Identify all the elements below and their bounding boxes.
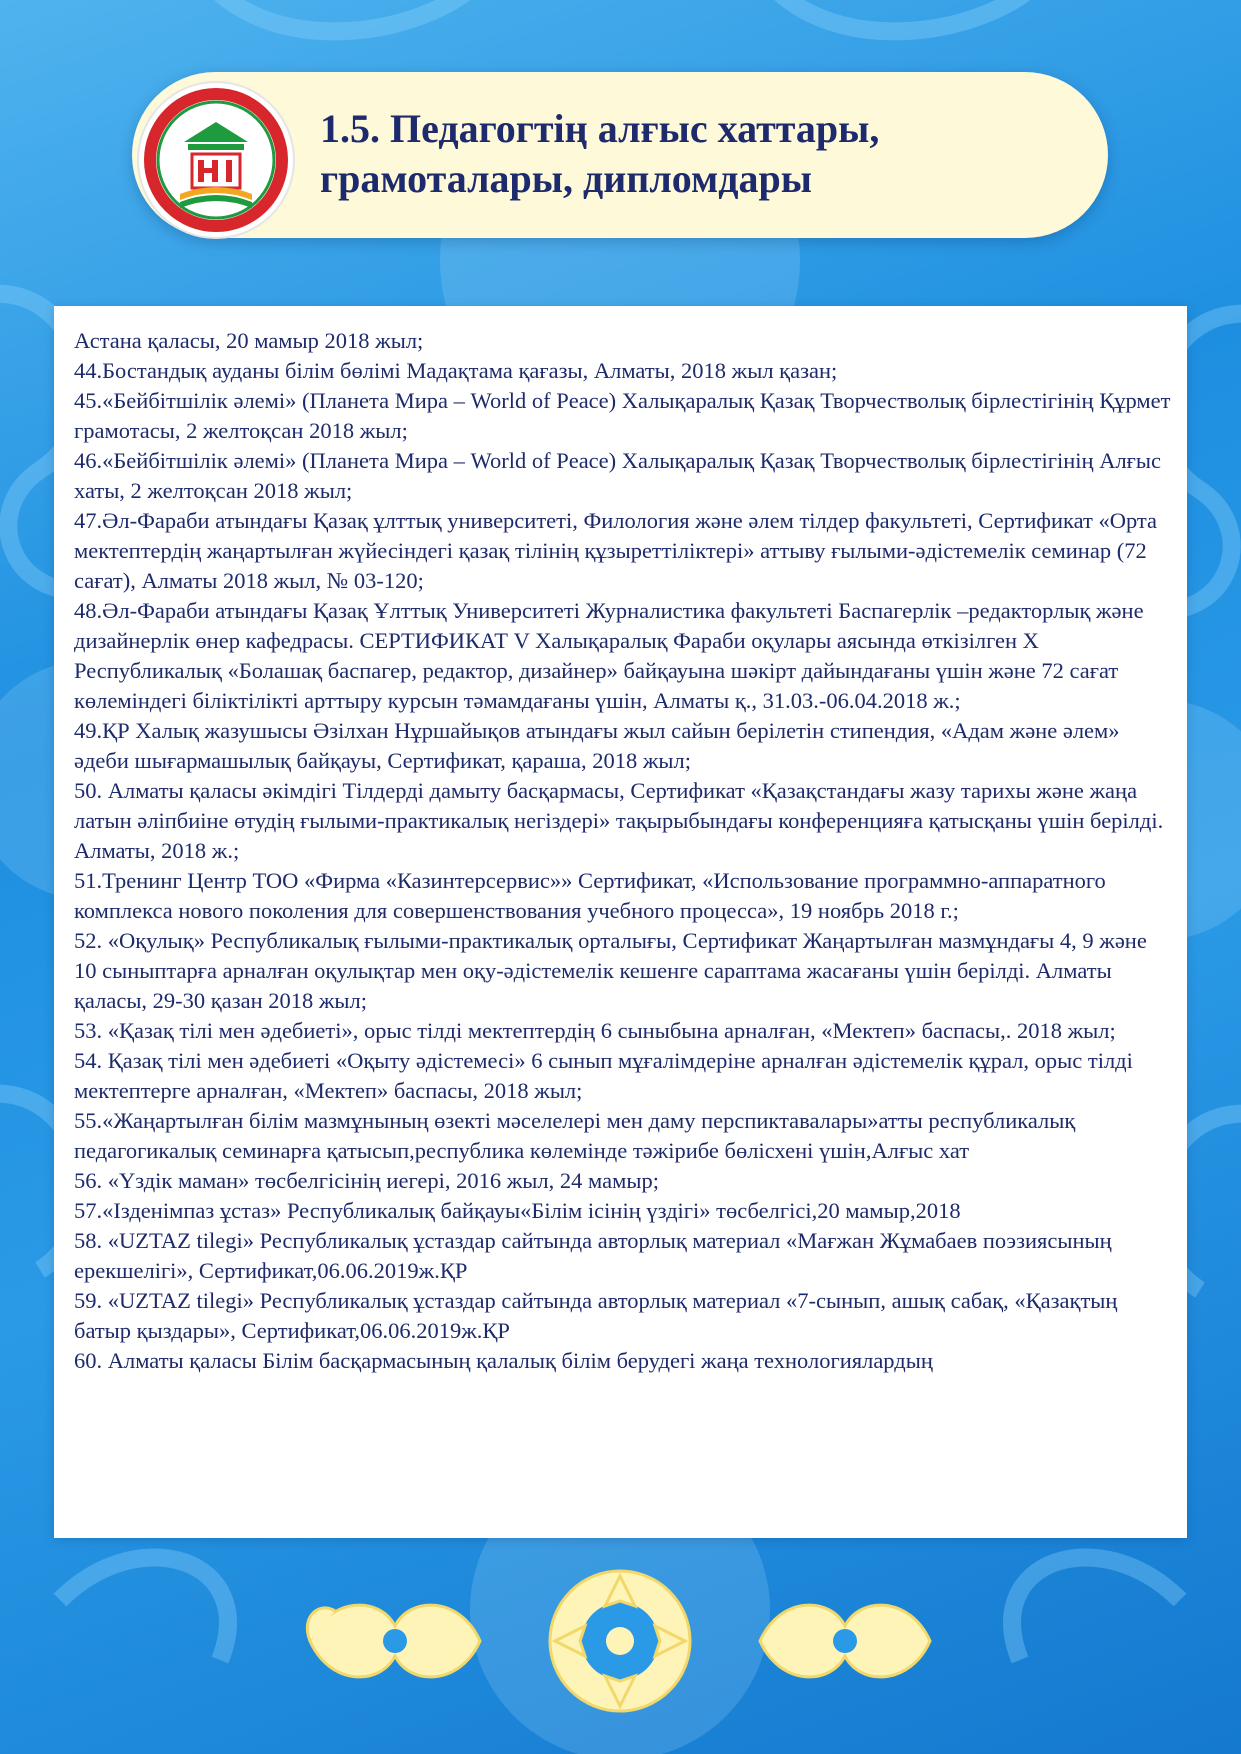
list-item: 52. «Оқулық» Республикалық ғылыми-практикалық орталығы, Сертификат Жаңартылған мазмұндағы 4, 9 және 10 сыныптарға арналған оқулықтар мен оқу-әдістемелік кешенге сараптама жасағаны үшін берілді. Алматы қаласы, 29-30 қазан 2018 жыл; [74,928,1147,1013]
list-item: 59. «UZTAZ tilegi» Республикалық ұстаздар сайтында авторлық материал «7-сынып, ашық сабақ, «Қазақтың батыр қыздары», Сертификат,06.06.2019ж.ҚР [74,1288,1118,1343]
kazakh-ornament-icon [300,1556,940,1726]
list-item: 60. Алматы қаласы Білім басқармасының қалалық білім берудегі жаңа технологиялардың [74,1348,933,1373]
page-title-line2: грамоталары, дипломдары [320,156,812,201]
content-panel [54,306,1187,1538]
list-item: 46.«Бейбітшілік әлемі» (Планета Мира – World of Peace) Халықаралық Қазақ Творчестволық бірлестігінің Алғыс хаты, 2 желтоқсан 2018 жыл; [74,448,1162,503]
list-item: 54. Қазақ тілі мен әдебиеті «Оқыту әдістемесі» 6 сынып мұғалімдеріне арналған әдістемелік құрал, орыс тілді мектептерге арналған, «Мектеп» баспасы, 2018 жыл; [74,1048,1133,1103]
list-item: 44.Бостандық ауданы білім бөлімі Мадақтама қағазы, Алматы, 2018 жыл қазан; [74,358,838,383]
list-item: 51.Тренинг Центр ТОО «Фирма «Казинтерсервис»» Сертификат, «Использование программно-аппаратного комплекса нового поколения для совершенствования учебного процесса», 19 ноябрь 2018 г.; [74,868,1106,923]
list-item: 50. Алматы қаласы әкімдігі Тілдерді дамыту басқармасы, Сертификат «Қазақстандағы жазу тарихы және жаңа латын әліпбиіне өтудің ғылыми-практикалық негіздері» тақырыбындағы конференцияға қатысқаны үшін берілді. Алматы, 2018 ж.; [74,778,1164,863]
list-item: Астана қаласы, 20 мамыр 2018 жыл; [74,328,424,353]
awards-list [74,326,1174,1376]
list-item: 56. «Үздік маман» төсбелгісінің иегері, 2016 жыл, 24 мамыр; [74,1168,659,1193]
list-item: 49.ҚР Халық жазушысы Әзілхан Нұршайықов атындағы жыл сайын берілетін стипендия, «Адам және әлем» әдеби шығармашылық байқауы, Сертификат, қараша, 2018 жыл; [74,718,1120,773]
page-title-line1: 1.5. Педагогтің алғыс хаттары, [320,106,880,151]
page-title [320,104,1080,204]
list-item: 45.«Бейбітшілік әлемі» (Планета Мира – World of Peace) Халықаралық Қазақ Творчестволық бірлестігінің Құрмет грамотасы, 2 желтоқсан 2018 жыл; [74,388,1171,443]
school-emblem-icon [136,80,296,240]
list-item: 57.«Ізденімпаз ұстаз» Республикалық байқауы«Білім ісінің үздігі» төсбелгісі,20 мамыр,2018 [74,1198,961,1223]
list-item: 48.Әл-Фараби атындағы Қазақ Ұлттық Университеті Журналистика факультеті Баспагерлік –редакторлық және дизайнерлік өнер кафедрасы. СЕРТИФИКАТ V Халықаралық Фараби оқулары аясында өткізілген X Республикалық «Болашақ баспагер, редактор, дизайнер» байқауына шәкірт дайындағаны үшін және 72 сағат көлеміндегі біліктілікті арттыру курсын тәмамдағаны үшін, Алматы қ., 31.03.-06.04.2018 ж.; [74,598,1144,713]
list-item: 55.«Жаңартылған білім мазмұнының өзекті мәселелері мен даму перспиктавалары»атты республикалық педагогикалық семинарға қатысып,республика көлемінде тәжірибе бөлісхені үшін,Алғыс хат [74,1108,1076,1163]
list-item: 58. «UZTAZ tilegi» Республикалық ұстаздар сайтында авторлық материал «Мағжан Жұмабаев поэзиясының ерекшелігі», Сертификат,06.06.2019ж.ҚР [74,1228,1112,1283]
list-item: 47.Әл-Фараби атындағы Қазақ ұлттық университеті, Филология және әлем тілдер факультеті, Сертификат «Орта мектептердің жаңартылған жүйесіндегі қазақ тілінің құзыреттіліктері» аттыву ғылыми-әдістемелік семинар (72 сағат), Алматы 2018 жыл, № 03-120; [74,508,1158,593]
list-item: 53. «Қазақ тілі мен әдебиеті», орыс тілді мектептердің 6 сыныбына арналған, «Мектеп» баспасы,. 2018 жыл; [74,1018,1116,1043]
